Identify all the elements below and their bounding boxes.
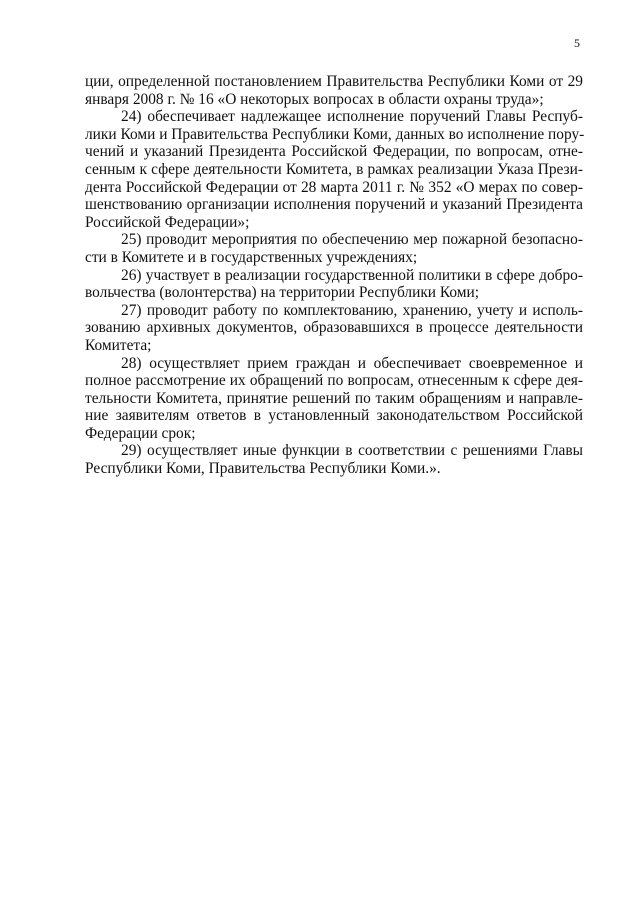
text-line: 26) участвует в реализации государственной политики в сфере добро-	[121, 266, 583, 284]
text-line: сенным к сфере деятельности Комитета, в рамках реализации Указа Прези-	[85, 160, 583, 178]
text-line: ции, определенной постановлением Правительства Республики Коми от 29	[85, 73, 583, 90]
text-line: шенствованию организации исполнения поручений и указаний Президента	[85, 196, 583, 214]
text-line: дента Российской Федерации от 28 марта 2011 г. № 352 «О мерах по совер-	[85, 178, 583, 196]
text-line: 25) проводит мероприятия по обеспечению мер пожарной безопасно-	[121, 231, 583, 249]
document-body	[85, 73, 583, 478]
text-line: января 2008 г. № 16 «О некоторых вопросах в области охраны труда»;	[85, 90, 544, 108]
text-line: полное рассмотрение их обращений по вопросам, отнесенным к сфере дея-	[85, 372, 583, 390]
text-line: 24) обеспечивает надлежащее исполнение поручений Главы Респуб-	[121, 108, 583, 126]
text-line: ние заявителям ответов в установленный законодательством Российской	[85, 407, 583, 425]
text-line: Российской Федерации»;	[85, 213, 250, 231]
text-line: чений и указаний Президента Российской Федерации, по вопросам, отне-	[85, 143, 583, 161]
text-line: 29) осуществляет иные функции в соответствии с решениями Главы	[121, 442, 583, 460]
text-line: тельности Комитета, принятие решений по таким обращениям и направле-	[85, 389, 583, 407]
text-line: Федерации срок;	[85, 424, 196, 442]
text-line: зованию архивных документов, образовавшихся в процессе деятельности	[85, 319, 583, 337]
text-line: лики Коми и Правительства Республики Коми, данных во исполнение пору-	[85, 125, 585, 143]
text-line: 28) осуществляет прием граждан и обеспечивает своевременное и	[121, 354, 583, 372]
text-line: вольчества (волонтерства) на территории Республики Коми;	[85, 284, 480, 302]
text-line: сти в Комитете и в государственных учреждениях;	[85, 248, 418, 266]
text-line: Комитета;	[85, 336, 152, 354]
text-line: Республики Коми, Правительства Республики Коми.».	[85, 460, 441, 478]
text-line: 27) проводит работу по комплектованию, хранению, учету и исполь-	[121, 301, 583, 319]
page-number: 5	[574, 36, 580, 50]
